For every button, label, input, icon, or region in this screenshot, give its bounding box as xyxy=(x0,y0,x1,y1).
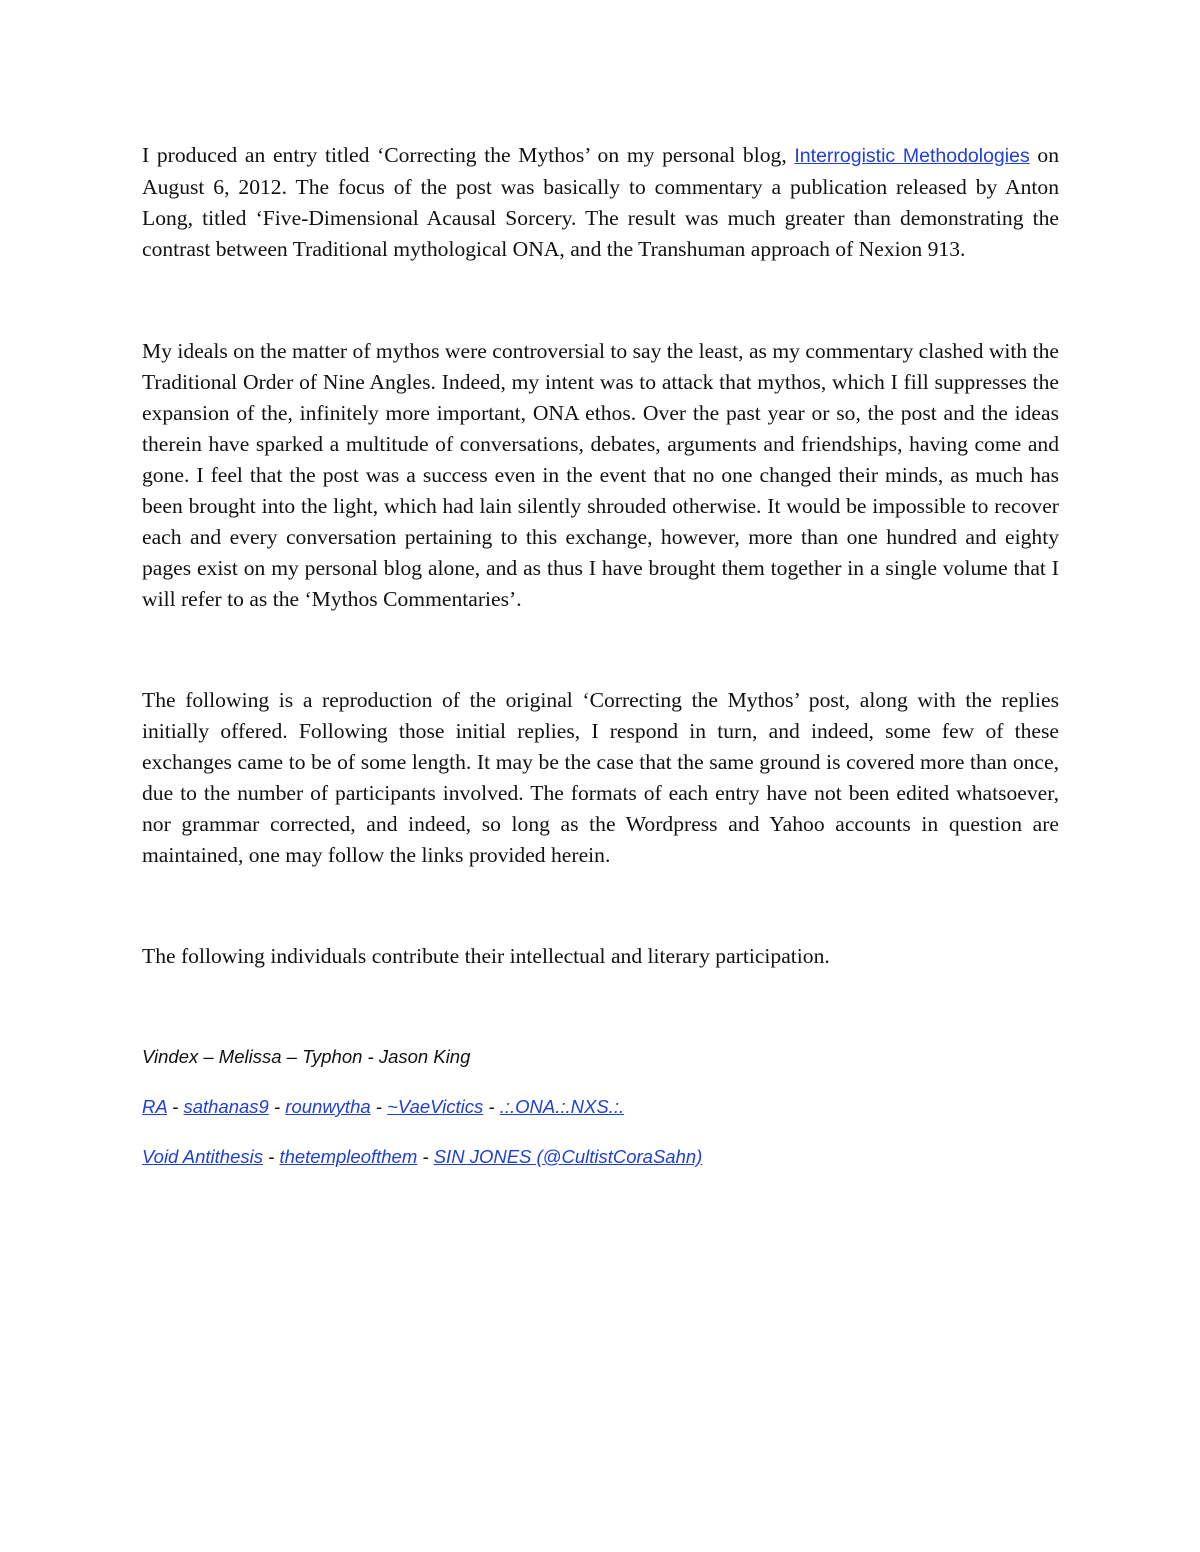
paragraph-reproduction: The following is a reproduction of the original ‘Correcting the Mythos’ post, along with the replies initially offered. Following those initial replies, I respond in turn, and indeed, some few of these exchanges came to be of some length. It may be the case that the same ground is covered more than once, due to the number of participants involved. The formats of each entry have not been edited whatsoever, nor grammar corrected, and indeed, so long as the Wordpress and Yahoo accounts in question are maintained, one may follow the links provided herein. xyxy=(142,688,1059,867)
separator: - xyxy=(417,1146,434,1167)
separator: - xyxy=(483,1096,500,1117)
separator: - xyxy=(263,1146,280,1167)
contributor-link-ona-nxs[interactable]: .:.ONA.:.NXS.:. xyxy=(499,1096,625,1117)
paragraph-contributors-intro: The following individuals contribute their intellectual and literary participation. xyxy=(142,944,830,968)
contributor-names-plain: Vindex – Melissa – Typhon - Jason King xyxy=(142,1046,471,1067)
contributor-link-sathanas9[interactable]: sathanas9 xyxy=(183,1096,269,1117)
paragraph-intro-text-after: on August 6, 2012. The focus of the post was basically to commentary a publication released by Anton Long, titled ‘Five-Dimensional Acausal Sorcery. The result was much greater than demonstrating the contrast between Traditional mythological ONA, and the Transhuman approach of Nexion 913. xyxy=(142,143,1059,261)
separator: - xyxy=(268,1096,286,1117)
contributor-link-void-antithesis[interactable]: Void Antithesis xyxy=(142,1146,263,1167)
paragraph-ideals: My ideals on the matter of mythos were controversial to say the least, as my commentary clashed with the Traditional Order of Nine Angles. Indeed, my intent was to attack that mythos, which I fill suppresses the expansion of the, infinitely more important, ONA ethos. Over the past year or so, the post and the ideas therein have sparked a multitude of conversations, debates, arguments and friendships, having come and gone. I feel that the post was a success even in the event that no one changed their minds, as much has been brought into the light, which had lain silently shrouded otherwise. It would be impossible to recover each and every conversation pertaining to this exchange, however, more than one hundred and eighty pages exist on my personal blog alone, and as thus I have brought them together in a single volume that I will refer to as the ‘Mythos Commentaries’. xyxy=(142,339,1059,611)
contributor-link-sin-jones[interactable]: SIN JONES (@CultistCoraSahn) xyxy=(433,1146,703,1167)
contributor-links-row-1 xyxy=(142,1094,1059,1120)
contributor-link-thetempleofthem[interactable]: thetempleofthem xyxy=(279,1146,418,1167)
contributor-link-vaevictics[interactable]: ~VaeVictics xyxy=(387,1096,484,1117)
contributor-link-ra[interactable]: RA xyxy=(142,1096,168,1117)
paragraph-intro xyxy=(142,140,1059,265)
blog-link[interactable]: Interrogistic Methodologies xyxy=(794,145,1030,167)
contributor-link-rounwytha[interactable]: rounwytha xyxy=(285,1096,371,1117)
paragraph-intro-text-before: I produced an entry titled ‘Correcting the Mythos’ on my personal blog, xyxy=(142,143,795,167)
document-page xyxy=(142,140,1059,1170)
separator: - xyxy=(370,1096,388,1117)
contributor-links-row-2 xyxy=(142,1144,1059,1170)
separator: - xyxy=(167,1096,184,1117)
